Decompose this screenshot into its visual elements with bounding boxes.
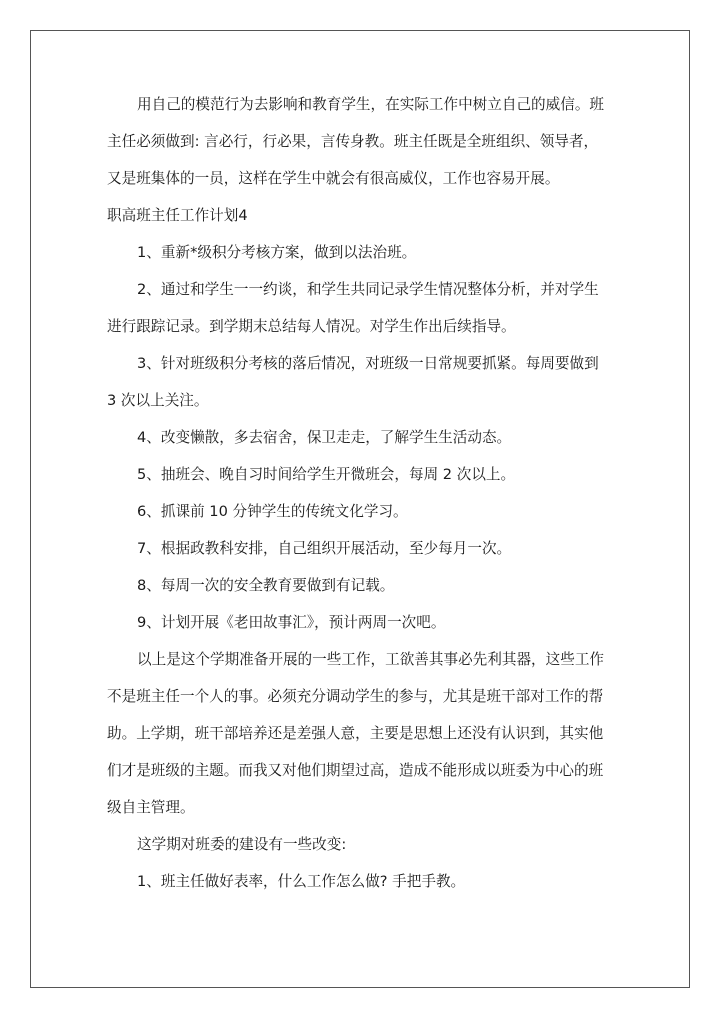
list-item: 6、抓课前 10 分钟学生的传统文化学习。: [137, 503, 408, 520]
list-item: 1、班主任做好表率，什么工作怎么做? 手把手教。: [137, 873, 466, 890]
list-item: 1、重新*级积分考核方案，做到以法治班。: [137, 244, 417, 261]
paragraph-intro: 用自己的模范行为去影响和教育学生，在实际工作中树立自己的威信。班主任必须做到: 言必行，行必果，言传身教。班主任既是全班组织、领导者，又是班集体的一员，这样在学生中就会有很高威仪，工作也容易开展。: [107, 96, 605, 187]
paragraph-lead-in: 这学期对班委的建设有一些改变:: [137, 836, 347, 853]
list-item: 5、抽班会、晚自习时间给学生开微班会，每周 2 次以上。: [137, 466, 516, 483]
document-body: [107, 86, 611, 900]
list-item: 7、根据政教科安排，自己组织开展活动，至少每月一次。: [137, 540, 512, 557]
list-item: 3、针对班级积分考核的落后情况，对班级一日常规要抓紧。每周要做到 3 次以上关注。: [107, 355, 599, 409]
section-heading: 职高班主任工作计划4: [107, 207, 248, 224]
list-item: 4、改变懒散，多去宿舍，保卫走走，了解学生生活动态。: [137, 429, 512, 446]
list-item: 8、每周一次的安全教育要做到有记载。: [137, 577, 395, 594]
list-item: 2、通过和学生一一约谈，和学生共同记录学生情况整体分析，并对学生进行跟踪记录。到学期末总结每人情况。对学生作出后续指导。: [107, 281, 599, 335]
paragraph-summary: 以上是这个学期准备开展的一些工作，工欲善其事必先利其器，这些工作不是班主任一个人的事。必须充分调动学生的参与，尤其是班干部对工作的帮助。上学期，班干部培养还是差强人意，主要是思想上还没有认识到，其实他们才是班级的主题。而我又对他们期望过高，造成不能形成以班委为中心的班级自主管理。: [107, 651, 605, 816]
list-item: 9、计划开展《老田故事汇》，预计两周一次吧。: [137, 614, 446, 631]
